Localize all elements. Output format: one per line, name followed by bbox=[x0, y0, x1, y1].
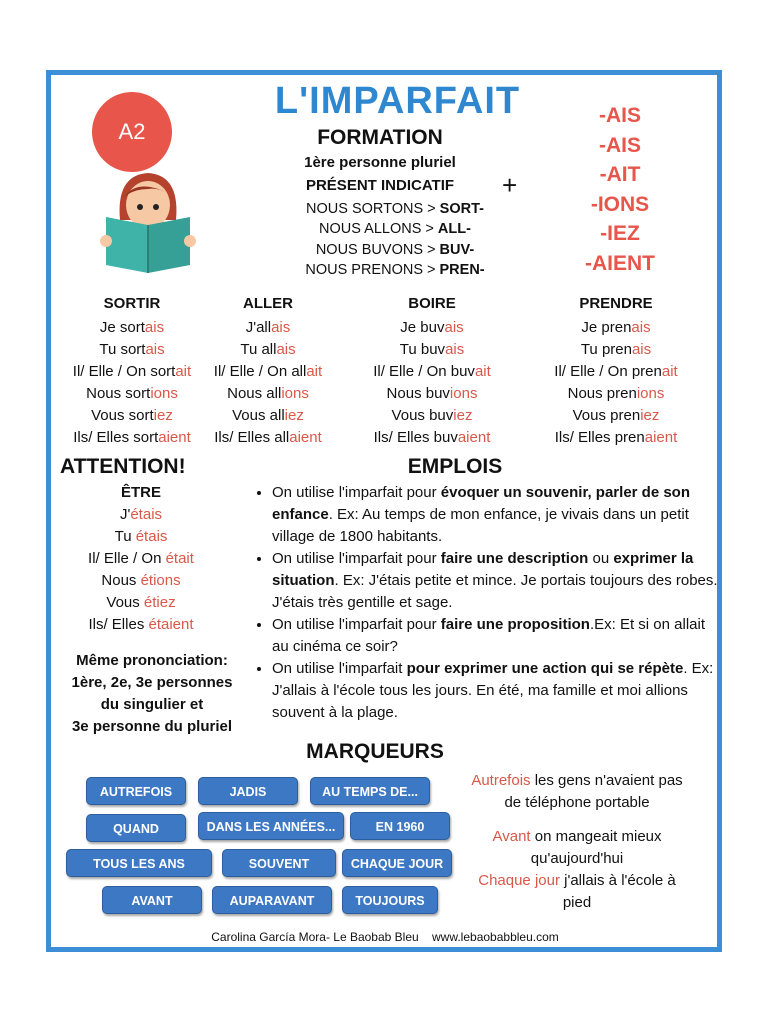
conj-form: Il/ Elle / On buvait bbox=[373, 363, 491, 380]
marker-tag: EN 1960 bbox=[350, 812, 450, 840]
conj-form: Tu sortais bbox=[99, 341, 165, 358]
conj-form: J'étais bbox=[119, 506, 163, 523]
page-title: L'IMPARFAIT bbox=[274, 80, 521, 122]
emploi-item: • On utilise l'imparfait pour faire une proposition.Ex: Et si on allait au cinéma ce soir? bbox=[272, 614, 724, 658]
marker-tag: AU TEMPS DE... bbox=[310, 777, 430, 805]
conj-form: Je sortais bbox=[99, 319, 165, 336]
conj-form: Vous alliez bbox=[232, 407, 304, 424]
conj-form: Nous buvions bbox=[386, 385, 478, 402]
formation-example: NOUS PRENONS > PREN- bbox=[305, 262, 485, 278]
emplois-heading: EMPLOIS bbox=[407, 455, 503, 478]
ending: -AIT bbox=[599, 163, 641, 186]
conj-form: Tu buvais bbox=[399, 341, 465, 358]
verb-heading: ÊTRE bbox=[120, 484, 161, 501]
conj-form: Il/ Elle / On prenait bbox=[554, 363, 678, 380]
marker-tag: AVANT bbox=[102, 886, 202, 914]
conj-form: Vous étiez bbox=[106, 594, 176, 611]
conj-form: Ils/ Elles allaient bbox=[214, 429, 322, 446]
conj-form: Vous preniez bbox=[572, 407, 660, 424]
reading-girl-icon bbox=[98, 165, 198, 275]
conj-form: Tu allais bbox=[240, 341, 296, 358]
conj-form: Ils/ Elles prenaient bbox=[554, 429, 678, 446]
formation-heading: FORMATION bbox=[317, 126, 443, 149]
emploi-item: • On utilise l'imparfait pour exprimer une action qui se répète. Ex: J'allais à l'école tous les jours. En été, ma famille et moi allions souvent à la plage. bbox=[272, 658, 724, 724]
marker-tag: TOUS LES ANS bbox=[66, 849, 212, 877]
attention-heading: ATTENTION! bbox=[60, 455, 186, 478]
conjugation-boire bbox=[352, 293, 512, 449]
emploi-item: • On utilise l'imparfait pour faire une description ou exprimer la situation. Ex: J'étais petite et mince. Je portais toujours des robes. J'étais très gentille et sage. bbox=[272, 548, 724, 614]
marker-tag: AUPARAVANT bbox=[212, 886, 332, 914]
formation-subtitle-1: 1ère personne pluriel bbox=[304, 154, 456, 171]
marker-example: Autrefois les gens n'avaient pas de téléphone portable bbox=[471, 772, 683, 811]
footer-credit: Carolina García Mora- Le Baobab Bleu www.lebaobabbleu.com bbox=[211, 930, 559, 944]
conj-form: Ils/ Elles buvaient bbox=[373, 429, 491, 446]
pronunciation-note: Même prononciation: 1ère, 2e, 3e personnes du singulier et 3e personne du pluriel bbox=[71, 652, 233, 735]
conj-form: Nous étions bbox=[101, 572, 181, 589]
verb-heading: BOIRE bbox=[408, 295, 456, 312]
plus-sign: + bbox=[502, 170, 518, 200]
conj-form: Ils/ Elles étaient bbox=[88, 616, 194, 633]
conj-form: Tu prenais bbox=[580, 341, 652, 358]
conj-form: Nous sortions bbox=[86, 385, 178, 402]
marker-tag: DANS LES ANNÉES... bbox=[198, 812, 344, 840]
conj-form: Vous sortiez bbox=[91, 407, 173, 424]
verb-heading: ALLER bbox=[243, 295, 293, 312]
verb-heading: PRENDRE bbox=[579, 295, 653, 312]
marker-examples bbox=[462, 770, 692, 914]
marker-tag: CHAQUE JOUR bbox=[342, 849, 452, 877]
marker-tag: JADIS bbox=[198, 777, 298, 805]
formation-subtitle-2: PRÉSENT INDICATIF bbox=[305, 177, 455, 194]
marker-example: Chaque jour j'allais à l'école à pied bbox=[478, 872, 676, 911]
ending: -IEZ bbox=[600, 222, 640, 245]
conj-form: Tu étais bbox=[114, 528, 168, 545]
conj-form: Vous buviez bbox=[391, 407, 473, 424]
formation-example: NOUS ALLONS > ALL- bbox=[319, 221, 471, 237]
formation-example: NOUS BUVONS > BUV- bbox=[315, 242, 475, 258]
conjugation-aller bbox=[188, 293, 348, 449]
conj-form: Je buvais bbox=[400, 319, 464, 336]
etre-conjugation bbox=[56, 482, 226, 636]
formation-example: NOUS SORTONS > SORT- bbox=[306, 201, 484, 217]
ending: -AIS bbox=[599, 134, 641, 157]
conj-form: Je prenais bbox=[581, 319, 651, 336]
ending: -AIS bbox=[599, 104, 641, 127]
emplois-list bbox=[254, 482, 724, 724]
conjugation-prendre bbox=[536, 293, 696, 449]
conj-form: J'allais bbox=[245, 319, 291, 336]
marker-tag: QUAND bbox=[86, 814, 186, 842]
conj-form: Ils/ Elles sortaient bbox=[73, 429, 191, 446]
conj-form: Il/ Elle / On était bbox=[88, 550, 194, 567]
emploi-item: • On utilise l'imparfait pour évoquer un souvenir, parler de son enfance. Ex: Au temps de mon enfance, je vivais dans un petit village de 1800 habitants. bbox=[272, 482, 724, 548]
ending: -IONS bbox=[590, 193, 650, 216]
conj-form: Il/ Elle / On allait bbox=[213, 363, 323, 380]
marker-example: Avant on mangeait mieux qu'aujourd'hui bbox=[492, 828, 662, 867]
marker-tag: SOUVENT bbox=[222, 849, 336, 877]
marker-tag: AUTREFOIS bbox=[86, 777, 186, 805]
conj-form: Nous allions bbox=[227, 385, 309, 402]
marqueurs-heading: MARQUEURS bbox=[306, 740, 444, 763]
conj-form: Nous prenions bbox=[567, 385, 665, 402]
conj-form: Il/ Elle / On sortait bbox=[72, 363, 192, 380]
marker-tag: TOUJOURS bbox=[342, 886, 438, 914]
level-badge: A2 bbox=[92, 92, 172, 172]
verb-heading: SORTIR bbox=[103, 295, 161, 312]
ending: -AIENT bbox=[585, 252, 655, 275]
